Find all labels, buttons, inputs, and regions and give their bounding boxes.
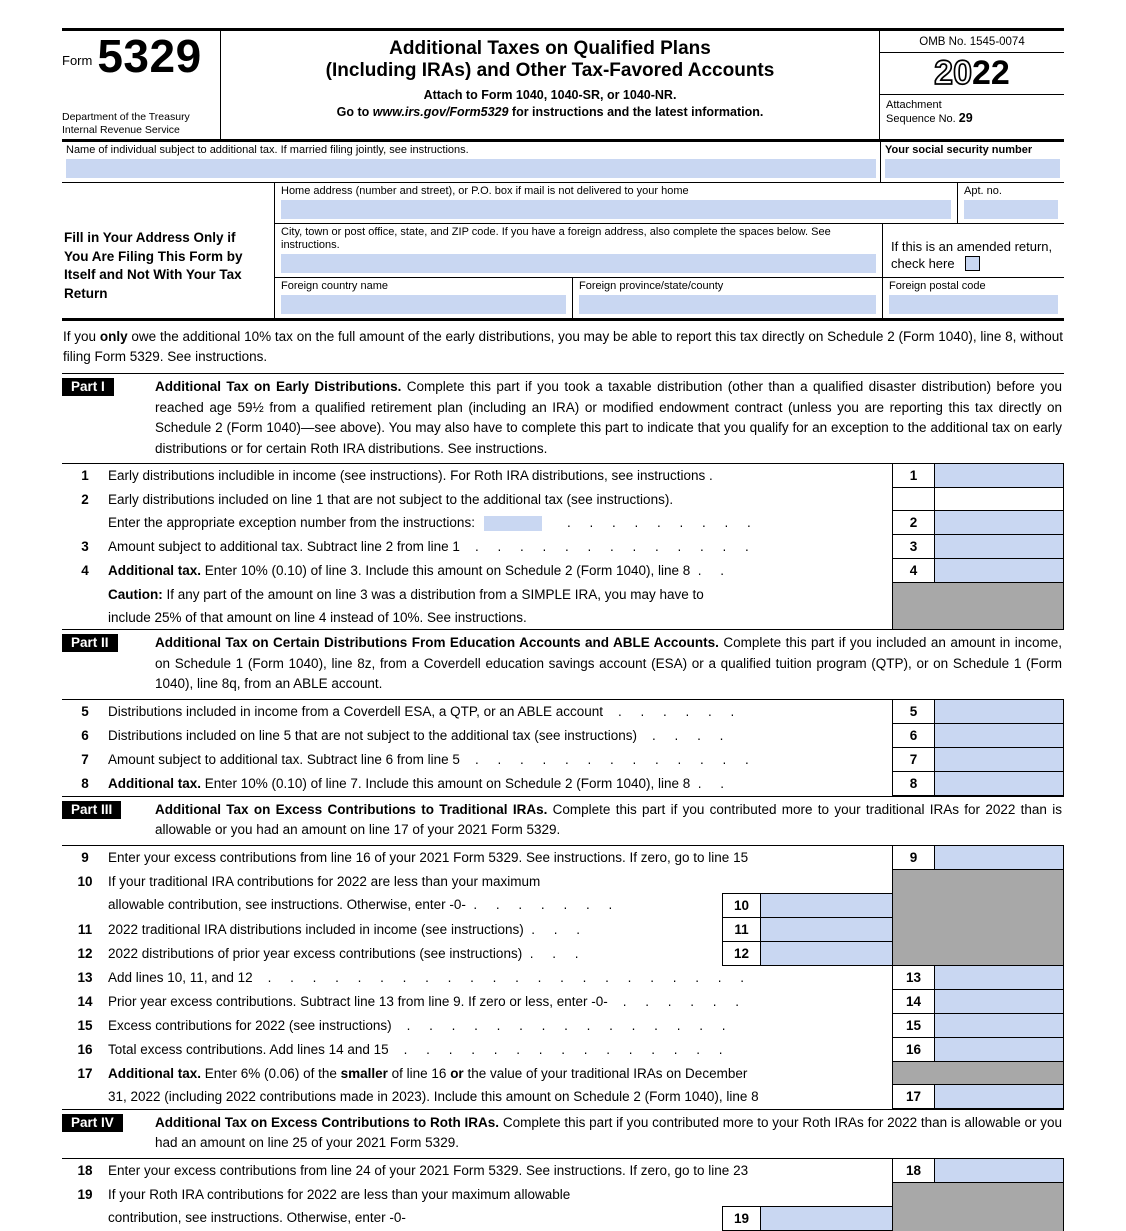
name-input[interactable] — [66, 159, 876, 178]
line-number: 9 — [81, 849, 89, 865]
line-17-amount-field[interactable] — [934, 1085, 1064, 1109]
part-iii-title: Additional Tax on Excess Contributions to Traditional IRAs. — [155, 801, 548, 817]
text-segment: Excess contributions for 2022 (see instructions) . . . . . . . . . . . . . . . — [108, 1017, 726, 1033]
city-row — [275, 224, 1064, 278]
form-line-row — [62, 1183, 1064, 1206]
city-cell — [275, 224, 882, 277]
part-i-header — [62, 373, 1064, 464]
line-text — [108, 1206, 722, 1231]
part-iii-section — [62, 796, 1064, 1109]
form-line-row — [62, 772, 1064, 796]
form-line-row — [62, 966, 1064, 990]
line-number: 15 — [77, 1017, 93, 1033]
attachment-word: Attachment — [886, 99, 942, 111]
line-12-amount-field[interactable] — [760, 942, 892, 966]
line-3-amount-field[interactable] — [934, 535, 1064, 559]
form-line-row — [62, 1062, 1064, 1085]
department-lines — [62, 111, 214, 136]
tax-year-outline-digits: 20 — [934, 54, 972, 92]
line-19-inner-box-label: 19 — [722, 1206, 760, 1231]
amended-return-cell — [882, 224, 1064, 277]
text-segment: contribution, see instructions. Otherwise, enter -0- — [108, 1209, 406, 1225]
form-line-row — [62, 893, 1064, 918]
form-line-row — [62, 700, 1064, 724]
line-9-box-label: 9 — [892, 846, 934, 870]
form-header — [62, 28, 1064, 142]
line-2-box-label: 2 — [892, 511, 934, 535]
part-ii-header — [62, 629, 1064, 700]
name-label: Name of individual subject to additional tax. If married filing jointly, see instructions. — [66, 144, 469, 156]
part-i-rows — [62, 464, 1064, 629]
text-segment: Distributions included on line 5 that are not subject to the additional tax (see instructions) . . . . — [108, 727, 724, 743]
text-segment: Enter your excess contributions from line 16 of your 2021 Form 5329. See instructions. If zero, go to line 15 — [108, 849, 749, 865]
part-i-badge-col — [62, 377, 155, 459]
part-iii-title-desc — [155, 800, 1064, 841]
line-1-amount-field[interactable] — [934, 464, 1064, 488]
line-number: 7 — [81, 751, 89, 767]
text-segment: Caution: — [108, 587, 163, 602]
tax-year-solid-digits: 22 — [972, 54, 1010, 92]
address-sidebar-note: Fill in Your Address Only if You Are Filing This Form by Itself and Not With Your Tax Return — [62, 183, 275, 318]
apt-label: Apt. no. — [964, 185, 1002, 197]
line-text — [108, 1014, 892, 1038]
text-segment: Enter the appropriate exception number from the instructions: — [108, 515, 483, 530]
text-segment: Prior year excess contributions. Subtract line 13 from line 9. If zero or less, enter -0- . . . . . . — [108, 993, 739, 1009]
part-ii-badge: Part II — [62, 634, 118, 652]
part-iv-section — [62, 1109, 1064, 1231]
line-14-amount-field[interactable] — [934, 990, 1064, 1014]
part-iii-badge-col — [62, 800, 155, 841]
line-13-box-label: 13 — [892, 966, 934, 990]
text-segment: owe the additional 10% tax on the full amount of the early distributions, you may be able to report this tax directly on Schedule 2 (Form 1040), line 8, without filing Form 5329. See instructions. — [63, 329, 1063, 364]
line-text — [108, 990, 892, 1014]
part-iv-rows — [62, 1159, 1064, 1231]
part-ii-title-desc — [155, 633, 1064, 695]
part-iii-badge: Part III — [62, 801, 121, 819]
form-line-row — [62, 511, 1064, 535]
part-i-desc: Complete this part if you took a taxable distribution (other than a qualified disaster distribution) before you reached age 59½ from a qualified retirement plan (including an IRA) or modified endowment contract (unless you are reporting this tax directly on Schedule 2 (Form 1040)—see above). You may also have to complete this part to indicate that you qualify for an exception to the additional tax on early distributions or for certain Roth IRA distributions. See instructions. — [155, 379, 1062, 456]
form-line-row — [62, 724, 1064, 748]
line-11-inner-box-label: 11 — [722, 918, 760, 942]
name-cell — [62, 142, 880, 182]
text-segment: 2022 distributions of prior year excess contributions (see instructions) . . . — [108, 945, 579, 961]
form-line-row — [62, 583, 1064, 606]
line-17-box-label: 17 — [892, 1085, 934, 1109]
foreign-country-label: Foreign country name — [281, 280, 388, 292]
foreign-province-label: Foreign province/state/county — [579, 280, 724, 292]
line-number: 6 — [81, 727, 89, 743]
line-text — [108, 606, 892, 629]
city-label: City, town or post office, state, and ZIP code. If you have a foreign address, also complete the spaces below. See instructions. — [281, 226, 831, 251]
empty-cell — [892, 488, 934, 511]
part-i-section — [62, 373, 1064, 629]
address-block — [62, 183, 1064, 321]
shaded-cell — [892, 1206, 1064, 1231]
department-line-2: Internal Revenue Service — [62, 123, 180, 136]
line-8-box-label: 8 — [892, 772, 934, 796]
foreign-postal-input[interactable] — [889, 295, 1058, 314]
home-address-row — [275, 183, 1064, 224]
text-segment: Enter 10% (0.10) of line 3. Include this amount on Schedule 2 (Form 1040), line 8 . . — [201, 563, 725, 578]
line-text — [108, 1062, 892, 1085]
form-number-line — [62, 30, 214, 82]
text-segment: Distributions included in income from a Coverdell ESA, a QTP, or an ABLE account . . . . . . — [108, 703, 735, 719]
part-ii-section — [62, 629, 1064, 796]
foreign-postal-label: Foreign postal code — [889, 280, 986, 292]
text-segment: for instructions and the latest information. — [508, 105, 764, 119]
form-line-row — [62, 1038, 1064, 1062]
line-text — [108, 893, 722, 918]
form-line-row — [62, 1159, 1064, 1183]
form-line-row — [62, 464, 1064, 488]
attachment-sequence — [880, 95, 1064, 130]
name-ssn-row — [62, 142, 1064, 183]
line-text — [108, 846, 892, 870]
line-number: 11 — [77, 921, 93, 937]
line-number: 4 — [81, 563, 89, 578]
line-text — [108, 700, 892, 724]
text-segment: Early distributions includible in income (see instructions). For Roth IRA distributions, see instructions . — [108, 468, 713, 483]
foreign-province-cell — [572, 278, 882, 318]
line-14-box-label: 14 — [892, 990, 934, 1014]
line-number: 10 — [77, 873, 93, 889]
city-state-zip-input[interactable] — [281, 254, 876, 273]
part-ii-rows — [62, 700, 1064, 796]
form-number: 5329 — [97, 30, 202, 82]
line-text — [108, 942, 722, 966]
attach-instruction: Attach to Form 1040, 1040-SR, or 1040-NR. — [423, 88, 677, 102]
form-line-row — [62, 942, 1064, 966]
line-text — [108, 535, 892, 559]
shaded-cell — [892, 870, 1064, 893]
part-iv-title: Additional Tax on Excess Contributions to Roth IRAs. — [155, 1114, 500, 1130]
line-number: 14 — [77, 993, 93, 1009]
line-18-amount-field[interactable] — [934, 1159, 1064, 1183]
part-i-badge: Part I — [62, 378, 114, 396]
ssn-label: Your social security number — [885, 144, 1033, 156]
part-iv-title-desc — [155, 1113, 1064, 1154]
text-segment: smaller — [340, 1065, 388, 1081]
line-6-box-label: 6 — [892, 724, 934, 748]
line-number: 13 — [77, 969, 93, 985]
foreign-country-cell — [275, 278, 572, 318]
text-segment: Additional tax. — [108, 775, 202, 791]
foreign-address-row — [275, 278, 1064, 318]
line-number: 19 — [77, 1186, 93, 1202]
form-line-row — [62, 606, 1064, 629]
line-text — [108, 772, 892, 796]
line-number — [62, 583, 108, 606]
line-15-amount-field[interactable] — [934, 1014, 1064, 1038]
line-8-amount-field[interactable] — [934, 772, 1064, 796]
schedule2-shortcut-note — [62, 321, 1064, 373]
part-iv-badge: Part IV — [62, 1114, 123, 1132]
form-line-row — [62, 870, 1064, 893]
line-number — [62, 606, 108, 629]
shaded-cell — [892, 1183, 1064, 1206]
ssn-cell — [880, 142, 1064, 182]
form-title-block — [220, 31, 880, 139]
line-13-amount-field[interactable] — [934, 966, 1064, 990]
line-text — [108, 1038, 892, 1062]
form-line-row — [62, 1014, 1064, 1038]
text-segment: Enter your excess contributions from line 24 of your 2021 Form 5329. See instructions. If zero, go to line 23 — [108, 1162, 749, 1178]
tax-year — [880, 52, 1064, 95]
text-segment: If any part of the amount on line 3 was a distribution from a SIMPLE IRA, you may have to — [162, 587, 704, 602]
form-line-row — [62, 559, 1064, 583]
apt-cell — [957, 183, 1064, 223]
text-segment: Additional tax. — [108, 563, 202, 578]
text-segment: Go to — [336, 105, 373, 119]
line-text — [108, 1159, 892, 1183]
shaded-cell — [892, 1062, 1064, 1085]
line-text — [108, 559, 892, 583]
home-address-input[interactable] — [281, 200, 951, 219]
line-text — [108, 1085, 892, 1109]
part-ii-desc: Complete this part if you included an amount in income, on Schedule 1 (Form 1040), line 8z, from a Coverdell education savings account (ESA) or a qualified tuition program (QTP), or on Schedule 1 (Form 1040), line 8q, from an ABLE account. — [155, 635, 1063, 691]
omb-number: OMB No. 1545-0074 — [919, 36, 1025, 48]
shaded-cell — [892, 918, 1064, 942]
line-text — [108, 488, 892, 511]
part-ii-title: Additional Tax on Certain Distributions From Education Accounts and ABLE Accounts. — [155, 635, 719, 650]
line-5-box-label: 5 — [892, 700, 934, 724]
exception-number-field[interactable] — [484, 516, 542, 531]
text-segment: include 25% of that amount on line 4 instead of 10%. See instructions. — [108, 610, 527, 625]
line-text — [108, 724, 892, 748]
ssn-input[interactable] — [885, 159, 1060, 178]
line-19-amount-field[interactable] — [760, 1206, 892, 1231]
line-4-box-label: 4 — [892, 559, 934, 583]
line-7-amount-field[interactable] — [934, 748, 1064, 772]
sequence-line — [886, 112, 1058, 126]
text-segment: of line 16 — [387, 1065, 451, 1081]
line-18-box-label: 18 — [892, 1159, 934, 1183]
shaded-cell — [892, 583, 1064, 606]
text-segment: Enter 10% (0.10) of line 7. Include this amount on Schedule 2 (Form 1040), line 8 . . — [201, 775, 725, 791]
form-line-row — [62, 918, 1064, 942]
line-number: 3 — [81, 539, 89, 554]
form-number-block — [62, 31, 220, 139]
text-segment: or — [450, 1065, 464, 1081]
part-iv-header — [62, 1109, 1064, 1159]
apt-input[interactable] — [964, 200, 1058, 219]
part-i-title: Additional Tax on Early Distributions. — [155, 379, 402, 394]
line-text — [108, 918, 722, 942]
omb-block — [880, 31, 1064, 139]
shaded-cell — [892, 942, 1064, 966]
foreign-postal-cell — [882, 278, 1064, 318]
home-address-label: Home address (number and street), or P.O. box if mail is not delivered to your home — [281, 185, 689, 197]
department-line-1: Department of the Treasury — [62, 111, 190, 123]
amended-return-checkbox[interactable] — [965, 256, 980, 271]
form-title-line1: Additional Taxes on Qualified Plans — [389, 38, 711, 59]
text-segment: If your Roth IRA contributions for 2022 are less than your maximum allowable — [108, 1186, 571, 1202]
text-segment: Total excess contributions. Add lines 14 and 15 . . . . . . . . . . . . . . . — [108, 1041, 723, 1057]
goto-instruction — [229, 105, 871, 119]
line-number: 16 — [77, 1041, 93, 1057]
line-16-amount-field[interactable] — [934, 1038, 1064, 1062]
text-segment: . . . . . . . . . — [544, 515, 751, 530]
line-15-box-label: 15 — [892, 1014, 934, 1038]
text-segment: If your traditional IRA contributions for 2022 are less than your maximum — [108, 873, 541, 889]
line-number: 8 — [81, 775, 89, 791]
form-line-row — [62, 535, 1064, 559]
part-iv-badge-col — [62, 1113, 155, 1154]
line-9-amount-field[interactable] — [934, 846, 1064, 870]
text-segment: 2022 traditional IRA distributions included in income (see instructions) . . . — [108, 921, 580, 937]
line-number — [62, 893, 108, 918]
line-number — [62, 1206, 108, 1231]
form-line-row — [62, 990, 1064, 1014]
line-number: 18 — [77, 1162, 93, 1178]
line-11-amount-field[interactable] — [760, 918, 892, 942]
text-segment: Amount subject to additional tax. Subtract line 6 from line 5 . . . . . . . . . . . . . — [108, 751, 749, 767]
text-segment: the value of your traditional IRAs on December — [463, 1065, 748, 1081]
line-text — [108, 464, 892, 488]
line-number — [62, 1085, 108, 1109]
line-10-amount-field[interactable] — [760, 893, 892, 918]
line-number — [62, 511, 108, 535]
line-2-amount-field[interactable] — [934, 511, 1064, 535]
sequence-number: 29 — [958, 111, 973, 125]
text-segment: only — [99, 329, 128, 344]
line-10-inner-box-label: 10 — [722, 893, 760, 918]
line-number: 17 — [77, 1065, 93, 1081]
line-text — [108, 870, 892, 893]
line-1-box-label: 1 — [892, 464, 934, 488]
part-iv-desc: Complete this part if you contributed more to your Roth IRAs for 2022 than is allowable or you had an amount on line 25 of your 2021 Form 5329. — [155, 1114, 1062, 1150]
line-text — [108, 748, 892, 772]
foreign-province-input[interactable] — [579, 295, 876, 314]
form-line-row — [62, 1206, 1064, 1231]
line-text — [108, 966, 892, 990]
amended-return-label: If this is an amended return, check here — [891, 239, 1053, 271]
form-line-row — [62, 748, 1064, 772]
line-16-box-label: 16 — [892, 1038, 934, 1062]
line-3-box-label: 3 — [892, 535, 934, 559]
line-4-amount-field[interactable] — [934, 559, 1064, 583]
line-number: 1 — [81, 468, 89, 483]
foreign-country-input[interactable] — [281, 295, 566, 314]
line-text — [108, 583, 892, 606]
form-word: Form — [62, 53, 93, 68]
text-segment: If you — [63, 329, 100, 344]
part-ii-badge-col — [62, 633, 155, 695]
text-segment: Enter 6% (0.06) of the — [201, 1065, 341, 1081]
text-segment: 31, 2022 (including 2022 contributions made in 2023). Include this amount on Schedule 2 (Form 1040), line 8 — [108, 1088, 759, 1104]
form-line-row — [62, 488, 1064, 511]
text-segment: Additional tax. — [108, 1065, 202, 1081]
shaded-cell — [892, 893, 1064, 918]
line-7-box-label: 7 — [892, 748, 934, 772]
form-line-row — [62, 1085, 1064, 1109]
line-6-amount-field[interactable] — [934, 724, 1064, 748]
part-i-title-desc — [155, 377, 1064, 459]
sequence-word: Sequence No. — [886, 113, 959, 125]
empty-cell — [934, 488, 1064, 511]
line-number: 5 — [81, 703, 89, 719]
text-segment: www.irs.gov/Form5329 — [372, 105, 509, 119]
part-iii-header — [62, 796, 1064, 846]
form-line-row — [62, 846, 1064, 870]
part-iii-desc: Complete this part if you contributed more to your traditional IRAs for 2022 than is allowable or you had an amount on line 17 of your 2021 Form 5329. — [155, 801, 1062, 837]
text-segment: Add lines 10, 11, and 12 . . . . . . . . . . . . . . . . . . . . . . — [108, 969, 744, 985]
line-number: 2 — [81, 492, 89, 507]
shaded-cell — [892, 606, 1064, 629]
address-fields — [275, 183, 1064, 318]
line-12-inner-box-label: 12 — [722, 942, 760, 966]
line-number: 12 — [77, 945, 93, 961]
part-iii-rows — [62, 846, 1064, 1109]
form-title-line2: (Including IRAs) and Other Tax-Favored Accounts — [325, 60, 775, 81]
text-segment: Early distributions included on line 1 that are not subject to the additional tax (see instructions). — [108, 492, 674, 507]
home-address-cell — [275, 183, 957, 223]
line-text — [108, 1183, 892, 1206]
line-text — [108, 511, 892, 535]
text-segment: allowable contribution, see instructions. Otherwise, enter -0- . . . . . . . — [108, 896, 613, 912]
text-segment: Amount subject to additional tax. Subtract line 2 from line 1 . . . . . . . . . . . . . — [108, 539, 749, 554]
line-5-amount-field[interactable] — [934, 700, 1064, 724]
